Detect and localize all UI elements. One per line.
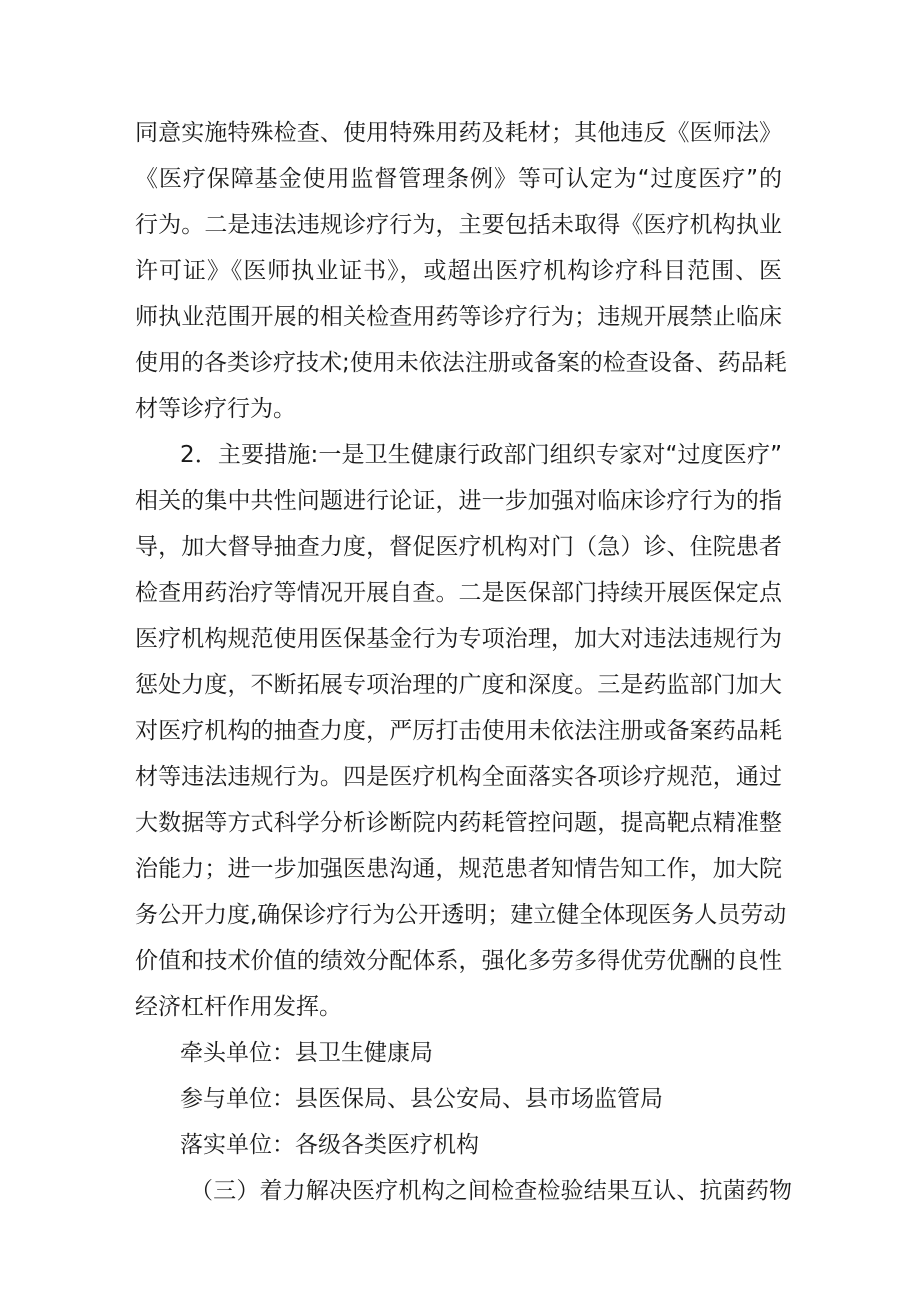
paragraph-line: 惩处力度，不断拓展专项治理的广度和深度。三是药监部门加大 [135,672,782,698]
lead-unit: 牵头单位：县卫生健康局 [180,1040,433,1066]
paragraph-line: 对医疗机构的抽查力度，严厉打击使用未依法注册或备案药品耗 [135,718,782,744]
paragraph-line: 同意实施特殊检查、使用特殊用药及耗材；其他违反《医师法》 [135,120,782,146]
paragraph-line: 相关的集中共性问题进行论证，进一步加强对临床诊疗行为的指 [135,488,782,514]
paragraph-line: 师执业范围开展的相关检查用药等诊疗行为；违规开展禁止临床 [135,304,782,330]
paragraph-line: 经济杠杆作用发挥。 [135,994,342,1020]
paragraph-line: 使用的各类诊疗技术;使用未依法注册或备案的检查设备、药品耗 [135,350,787,376]
paragraph-line: 许可证》《医师执业证书》，或超出医疗机构诊疗科目范围、医 [135,258,782,284]
paragraph-line: 检查用药治疗等情况开展自查。二是医保部门持续开展医保定点 [135,580,782,606]
paragraph-line: 医疗机构规范使用医保基金行为专项治理，加大对违法违规行为 [135,626,782,652]
paragraph-line: 2．主要措施:一是卫生健康行政部门组织专家对“过度医疗” [180,442,782,468]
paragraph-line: 《医疗保障基金使用监督管理条例》等可认定为“过度医疗”的 [135,166,782,192]
paragraph-line: 导，加大督导抽查力度，督促医疗机构对门（急）诊、住院患者 [135,534,782,560]
paragraph-line: 材等诊疗行为。 [135,396,296,422]
paragraph-line: 材等违法违规行为。四是医疗机构全面落实各项诊疗规范，通过 [135,764,782,790]
participating-units: 参与单位：县医保局、县公安局、县市场监管局 [180,1086,663,1112]
implementing-units: 落实单位：各级各类医疗机构 [180,1132,479,1158]
paragraph-line: 行为。二是违法违规诊疗行为，主要包括未取得《医疗机构执业 [135,212,782,238]
paragraph-line: 大数据等方式科学分析诊断院内药耗管控问题，提高靶点精准整 [135,810,782,836]
paragraph-line: 务公开力度,确保诊疗行为公开透明；建立健全体现医务人员劳动 [135,902,787,928]
section-heading: （三）着力解决医疗机构之间检查检验结果互认、抗菌药物 [190,1178,792,1204]
paragraph-line: 价值和技术价值的绩效分配体系，强化多劳多得优劳优酬的良性 [135,948,782,974]
paragraph-line: 治能力；进一步加强医患沟通，规范患者知情告知工作，加大院 [135,856,782,882]
